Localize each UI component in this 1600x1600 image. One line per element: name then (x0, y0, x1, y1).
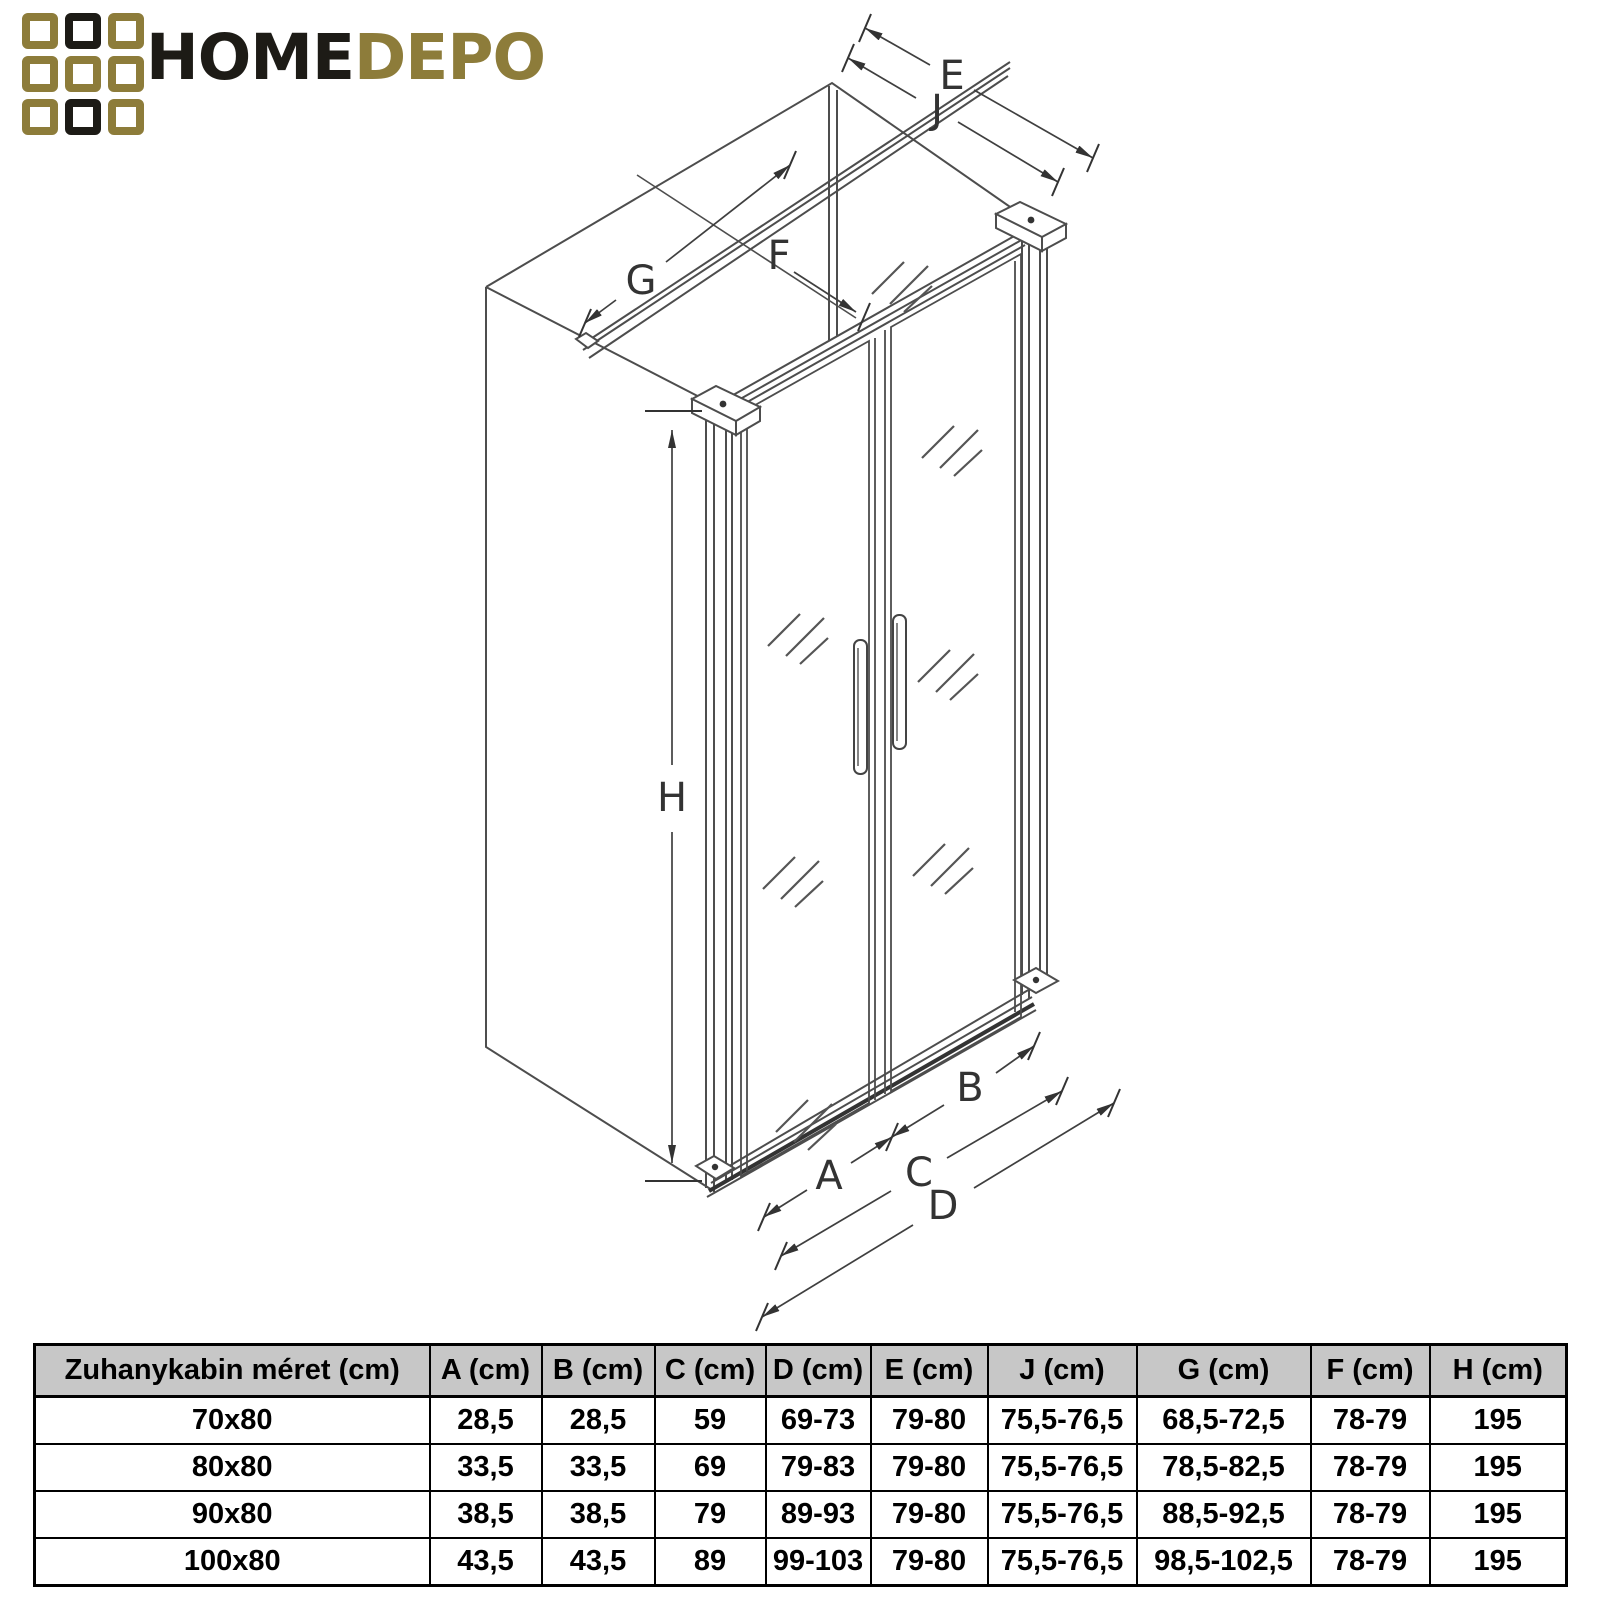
col-header-f: F (cm) (1311, 1345, 1430, 1397)
table-cell: 195 (1430, 1397, 1567, 1445)
table-row (35, 1491, 1567, 1538)
dim-label-g: G (625, 258, 657, 304)
table-cell: 75,5-76,5 (988, 1538, 1137, 1586)
depth-reference-line (637, 175, 856, 318)
col-header-e: E (cm) (871, 1345, 988, 1397)
table-cell: 100x80 (35, 1538, 430, 1586)
table-cell: 33,5 (542, 1444, 655, 1491)
table-cell: 28,5 (430, 1397, 542, 1445)
support-bar (583, 62, 1010, 358)
dim-label-a: A (815, 1153, 843, 1199)
col-header-h: H (cm) (1430, 1345, 1567, 1397)
dim-label-h: H (656, 775, 688, 821)
table-cell: 89 (655, 1538, 766, 1586)
frame-posts (706, 228, 1047, 1192)
table-cell: 78-79 (1311, 1397, 1430, 1445)
table-cell: 38,5 (430, 1491, 542, 1538)
table-cell: 195 (1430, 1444, 1567, 1491)
table-row (35, 1538, 1567, 1586)
bottom-rail-heavy (709, 1004, 1034, 1191)
col-header-j: J (cm) (988, 1345, 1137, 1397)
col-header-a: A (cm) (430, 1345, 542, 1397)
table-cell: 69-73 (766, 1397, 871, 1445)
table-cell: 78-79 (1311, 1491, 1430, 1538)
glass-reflection-marks (763, 262, 982, 1150)
wall-and-top-face-edges (486, 83, 1036, 1190)
table-cell: 75,5-76,5 (988, 1491, 1137, 1538)
table-row (35, 1444, 1567, 1491)
table-cell: 68,5-72,5 (1137, 1397, 1311, 1445)
table-cell: 79 (655, 1491, 766, 1538)
table-row (35, 1397, 1567, 1445)
table-cell: 78,5-82,5 (1137, 1444, 1311, 1491)
col-header-b: B (cm) (542, 1345, 655, 1397)
col-header-c: C (cm) (655, 1345, 766, 1397)
dim-label-j: J (931, 87, 943, 133)
dim-label-e: E (939, 53, 965, 99)
glass-reflection-mark (763, 857, 823, 907)
glass-reflection-mark (922, 426, 982, 476)
table-cell: 78-79 (1311, 1444, 1430, 1491)
table-cell: 90x80 (35, 1491, 430, 1538)
dim-label-d: D (927, 1183, 959, 1229)
col-header-g: G (cm) (1137, 1345, 1311, 1397)
dim-line-g (579, 151, 796, 337)
table-cell: 75,5-76,5 (988, 1444, 1137, 1491)
dim-label-c: C (905, 1150, 933, 1196)
glass-reflection-mark (913, 844, 973, 894)
table-cell: 69 (655, 1444, 766, 1491)
right-door-handle (893, 615, 906, 749)
table-header-row (35, 1345, 1567, 1397)
table-cell: 59 (655, 1397, 766, 1445)
table-cell: 79-80 (871, 1491, 988, 1538)
table-cell: 43,5 (430, 1538, 542, 1586)
table-cell: 28,5 (542, 1397, 655, 1445)
left-door-handle (854, 640, 867, 774)
table-cell: 79-80 (871, 1397, 988, 1445)
col-header-d: D (cm) (766, 1345, 871, 1397)
dimension-labels (626, 53, 984, 1229)
table-cell: 88,5-92,5 (1137, 1491, 1311, 1538)
table-cell: 70x80 (35, 1397, 430, 1445)
table-cell: 79-80 (871, 1538, 988, 1586)
frame-rails (707, 230, 1036, 1197)
table-cell: 33,5 (430, 1444, 542, 1491)
glass-reflection-mark (768, 614, 828, 664)
glass-reflection-mark (918, 650, 978, 700)
table-cell: 195 (1430, 1538, 1567, 1586)
table-cell: 195 (1430, 1491, 1567, 1538)
table-cell: 98,5-102,5 (1137, 1538, 1311, 1586)
door-handles (854, 615, 906, 774)
size-table (33, 1343, 1568, 1587)
table-cell: 80x80 (35, 1444, 430, 1491)
table-cell: 78-79 (1311, 1538, 1430, 1586)
dim-line-e (859, 14, 1099, 172)
table-cell: 43,5 (542, 1538, 655, 1586)
table-cell: 38,5 (542, 1491, 655, 1538)
col-header-meret: Zuhanykabin méret (cm) (35, 1345, 430, 1397)
table-cell: 99-103 (766, 1538, 871, 1586)
table-cell: 79-80 (871, 1444, 988, 1491)
logo-text-depo: DEPO (354, 21, 546, 94)
table-cell: 89-93 (766, 1491, 871, 1538)
logo-text-home: HOME (146, 21, 355, 94)
table-cell: 75,5-76,5 (988, 1397, 1137, 1445)
dim-label-b: B (956, 1065, 984, 1111)
dim-label-f: F (767, 233, 791, 279)
table-cell: 79-83 (766, 1444, 871, 1491)
